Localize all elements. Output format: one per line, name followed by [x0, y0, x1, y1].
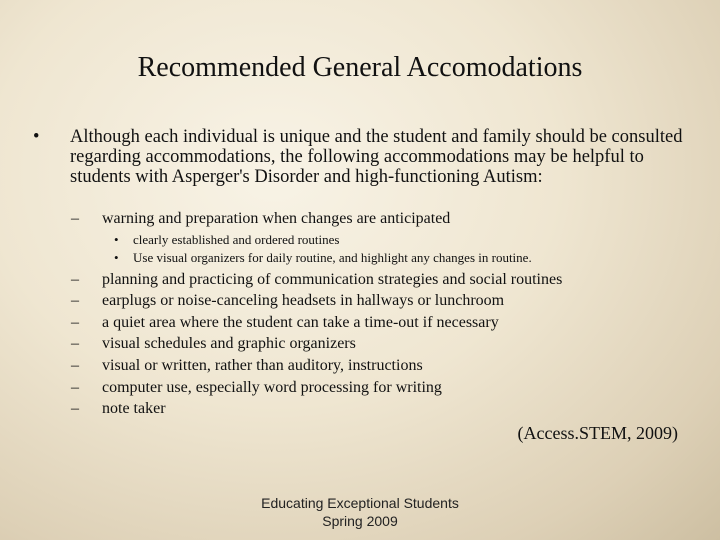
sub-list-item-text: clearly established and ordered routines [133, 232, 340, 247]
dash-marker: – [71, 271, 79, 288]
list-item-text: warning and preparation when changes are anticipated [102, 210, 451, 227]
sub-list-item [114, 249, 674, 266]
list-item-text: note taker [102, 400, 166, 417]
sub-list-item-text: Use visual organizers for daily routine, and highlight any changes in routine. [133, 250, 532, 265]
list-item-text: visual or written, rather than auditory, instructions [102, 357, 423, 374]
dash-marker: – [71, 210, 79, 227]
list-item [71, 378, 671, 398]
slide-title: Recommended General Accomodations [137, 52, 583, 83]
list-item-text: visual schedules and graphic organizers [102, 335, 356, 352]
list-item [71, 313, 671, 333]
footer [0, 494, 720, 530]
list-item-text: planning and practicing of communication strategies and social routines [102, 271, 563, 288]
main-bullet-text: Although each individual is unique and the student and family should be consulted regarding accommodations, the following accommodations may be helpful to students with Asperger's Disorder and high-functioning Autism: [70, 127, 683, 187]
list-item [71, 399, 671, 419]
footer-course: Educating Exceptional Students [261, 495, 459, 511]
dash-marker: – [71, 357, 79, 374]
list-item-text: a quiet area where the student can take a time-out if necessary [102, 314, 499, 331]
citation: (Access.STEM, 2009) [517, 423, 678, 443]
bullet-marker: • [33, 127, 40, 147]
bullet-marker: • [114, 250, 119, 265]
list-item-text: computer use, especially word processing for writing [102, 379, 442, 396]
dash-marker: – [71, 314, 79, 331]
dash-marker: – [71, 400, 79, 417]
bullet-marker: • [114, 232, 119, 247]
dash-marker: – [71, 335, 79, 352]
list-item-warning [71, 209, 671, 229]
footer-term: Spring 2009 [322, 513, 398, 529]
dash-marker: – [71, 379, 79, 396]
main-bullet [30, 127, 690, 187]
sub-list-item [114, 231, 674, 248]
list-item [71, 356, 671, 376]
list-item [71, 270, 671, 290]
dash-marker: – [71, 292, 79, 309]
list-item [71, 291, 671, 311]
list-item [71, 334, 671, 354]
list-item-text: earplugs or noise-canceling headsets in hallways or lunchroom [102, 292, 505, 309]
